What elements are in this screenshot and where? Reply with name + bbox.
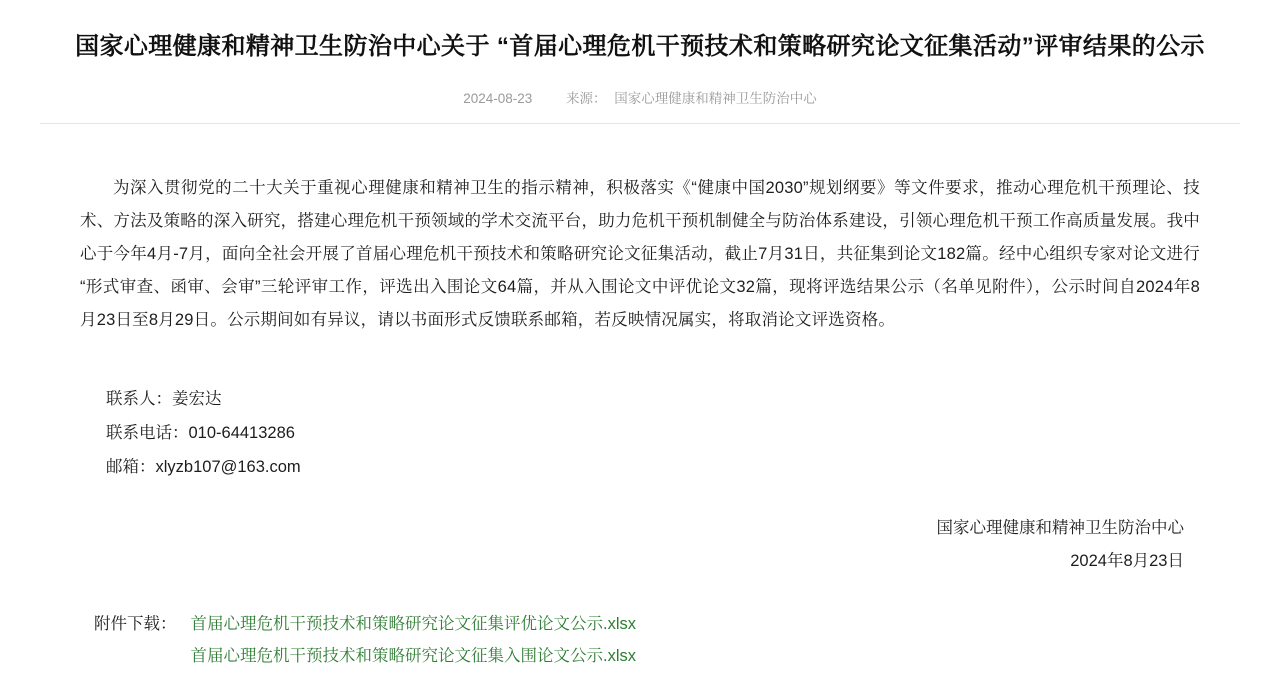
attachment-link-2[interactable]: 首届心理危机干预技术和策略研究论文征集入围论文公示.xlsx [190,647,636,666]
attachment-link-1[interactable]: 首届心理危机干预技术和策略研究论文征集评优论文公示.xlsx [190,615,636,634]
document-meta [40,87,1240,124]
contact-email: 邮箱：xlyzb107@163.com [106,457,301,476]
signature-date: 2024年8月23日 [1070,552,1184,571]
contact-block [80,383,1200,484]
signature-block [80,512,1200,578]
document-body [80,124,1200,673]
document-page [0,16,1280,666]
source-name: 国家心理健康和精神卫生防治中心 [614,90,817,106]
attachments-label: 附件下载： [94,615,177,634]
contact-phone: 联系电话：010-64413286 [106,423,295,442]
signature-organization: 国家心理健康和精神卫生防治中心 [936,519,1184,538]
publish-date: 2024-08-23 [463,90,533,106]
page-title: 国家心理健康和精神卫生防治中心关于 “首届心理危机干预技术和策略研究论文征集活动”评审结果的公示 [75,33,1205,61]
source-label: 来源： [566,90,607,106]
contact-person: 联系人：姜宏达 [106,389,222,408]
attachments-section [80,608,1200,672]
main-paragraph: 为深入贯彻党的二十大关于重视心理健康和精神卫生的指示精神，积极落实《“健康中国2030”规划纲要》等文件要求，推动心理危机干预理论、技术、方法及策略的深入研究，搭建心理危机干预领域的学术交流平台，助力危机干预机制健全与防治体系建设，引领心理危机干预工作高质量发展。我中心于今年4月-7月，面向全社会开展了首届心理危机干预技术和策略研究论文征集活动，截止7月31日，共征集到论文182篇。经中心组织专家对论文进行“形式审查、函审、会审”三轮评审工作，评选出入围论文64篇，并从入围论文中评优论文32篇，现将评选结果公示（名单见附件），公示时间自2024年8月23日至8月29日。公示期间如有异议，请以书面形式反馈联系邮箱，若反映情况属实，将取消论文评选资格。 [80,178,1200,329]
attachments-list [191,608,637,672]
